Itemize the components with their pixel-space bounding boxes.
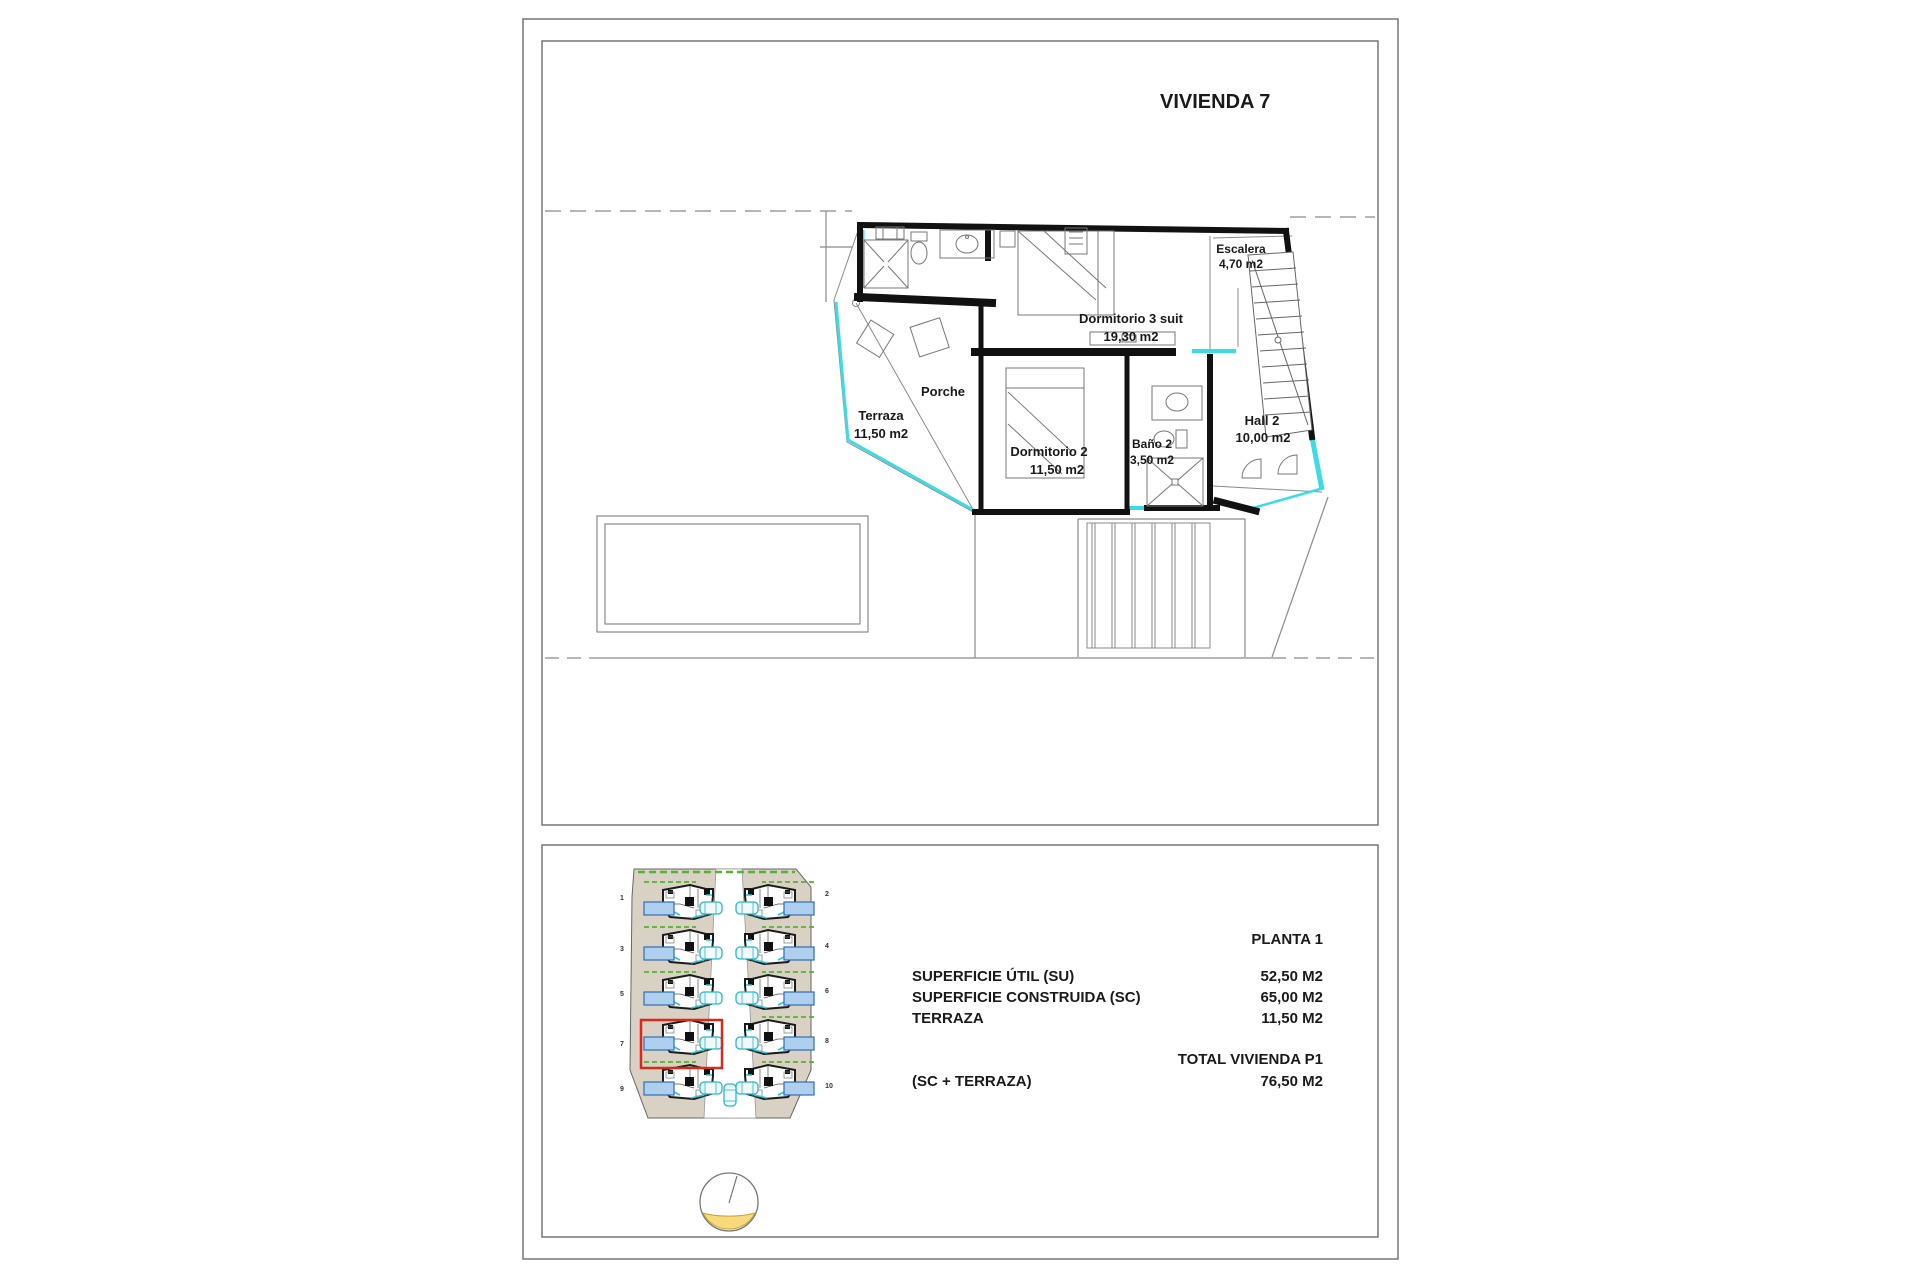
row-label-su: SUPERFICIE ÚTIL (SU) xyxy=(912,968,1075,985)
unit-number-2: 2 xyxy=(825,891,829,898)
unit-number-9: 9 xyxy=(620,1086,624,1093)
room-bano2: Baño 2 xyxy=(1131,437,1173,451)
pool-outer xyxy=(597,516,868,632)
summary-table xyxy=(912,931,1323,1090)
hall-glass-inner xyxy=(1253,489,1320,508)
floor-label: PLANTA 1 xyxy=(1251,931,1323,948)
hall-door-arc-2 xyxy=(1278,455,1297,474)
page-title: VIVIENDA 7 xyxy=(1160,91,1271,113)
lounger-1 xyxy=(857,320,894,357)
unit-number-4: 4 xyxy=(825,943,829,950)
total-value: 76,50 M2 xyxy=(1260,1073,1323,1090)
terraza-glass xyxy=(836,302,975,511)
hall-door-arc-1 xyxy=(1242,459,1261,478)
row-value-su: 52,50 M2 xyxy=(1260,968,1323,985)
room-dorm2: Dormitorio 2 xyxy=(1010,444,1088,459)
total-label: TOTAL VIVIENDA P1 xyxy=(1177,1051,1323,1068)
room-hall2-area: 10,00 m2 xyxy=(1235,430,1291,445)
room-terraza-area: 11,50 m2 xyxy=(853,426,909,441)
room-labels xyxy=(854,242,1291,477)
room-escalera-area: 4,70 m2 xyxy=(1218,257,1264,271)
room-escalera: Escalera xyxy=(1216,242,1266,256)
nightstand xyxy=(1000,231,1015,247)
room-dorm3-area: 19,30 m2 xyxy=(1103,329,1159,344)
unit-number-3: 3 xyxy=(620,946,624,953)
unit-number-7: 7 xyxy=(620,1041,624,1048)
hall-corner-glass xyxy=(1312,437,1322,490)
row-value-sc: 65,00 M2 xyxy=(1260,989,1323,1006)
unit-number-8: 8 xyxy=(825,1038,829,1045)
pool-rectangle xyxy=(597,516,868,632)
stair xyxy=(1248,252,1312,437)
sink-2 xyxy=(1166,393,1188,411)
row-value-terraza: 11,50 M2 xyxy=(1261,1010,1323,1027)
room-porche: Porche xyxy=(920,384,966,399)
unit-number-1: 1 xyxy=(620,895,624,902)
hall-floor-edge xyxy=(1213,486,1322,492)
room-bano2-area: 3,50 m2 xyxy=(1129,453,1175,467)
room-hall2: Hall 2 xyxy=(1244,413,1280,428)
site-plan xyxy=(620,869,833,1118)
row-label-terraza: TERRAZA xyxy=(912,1010,984,1027)
driveway-stripes xyxy=(1087,523,1210,648)
stair-post xyxy=(1275,337,1281,343)
terraza-edge xyxy=(834,225,975,513)
toilet-tank xyxy=(911,232,927,241)
vanity-2 xyxy=(1152,386,1202,420)
room-dorm3: Dormitorio 3 suit xyxy=(1078,311,1184,326)
unit-number-6: 6 xyxy=(825,988,829,995)
unit-number-5: 5 xyxy=(620,991,624,998)
wall-hall-south xyxy=(1217,501,1256,511)
room-dorm2-area: 11,50 m2 xyxy=(1029,462,1085,477)
lounger-2 xyxy=(910,318,949,357)
total-sublabel: (SC + TERRAZA) xyxy=(912,1073,1032,1090)
toilet-bowl xyxy=(911,242,927,264)
boundary-right-diagonal xyxy=(1272,497,1328,657)
wall-bath-south xyxy=(858,297,992,303)
room-terraza: Terraza xyxy=(858,408,904,423)
washer xyxy=(876,227,904,239)
pool-inner xyxy=(605,524,860,624)
escalera-top-line xyxy=(1213,236,1292,238)
unit-number-10: 10 xyxy=(825,1083,833,1090)
compass-icon xyxy=(700,1173,758,1231)
toilet2-tank xyxy=(1176,430,1187,448)
row-label-sc: SUPERFICIE CONSTRUIDA (SC) xyxy=(912,989,1141,1006)
street-car xyxy=(724,1084,736,1106)
sink-1 xyxy=(956,235,978,253)
